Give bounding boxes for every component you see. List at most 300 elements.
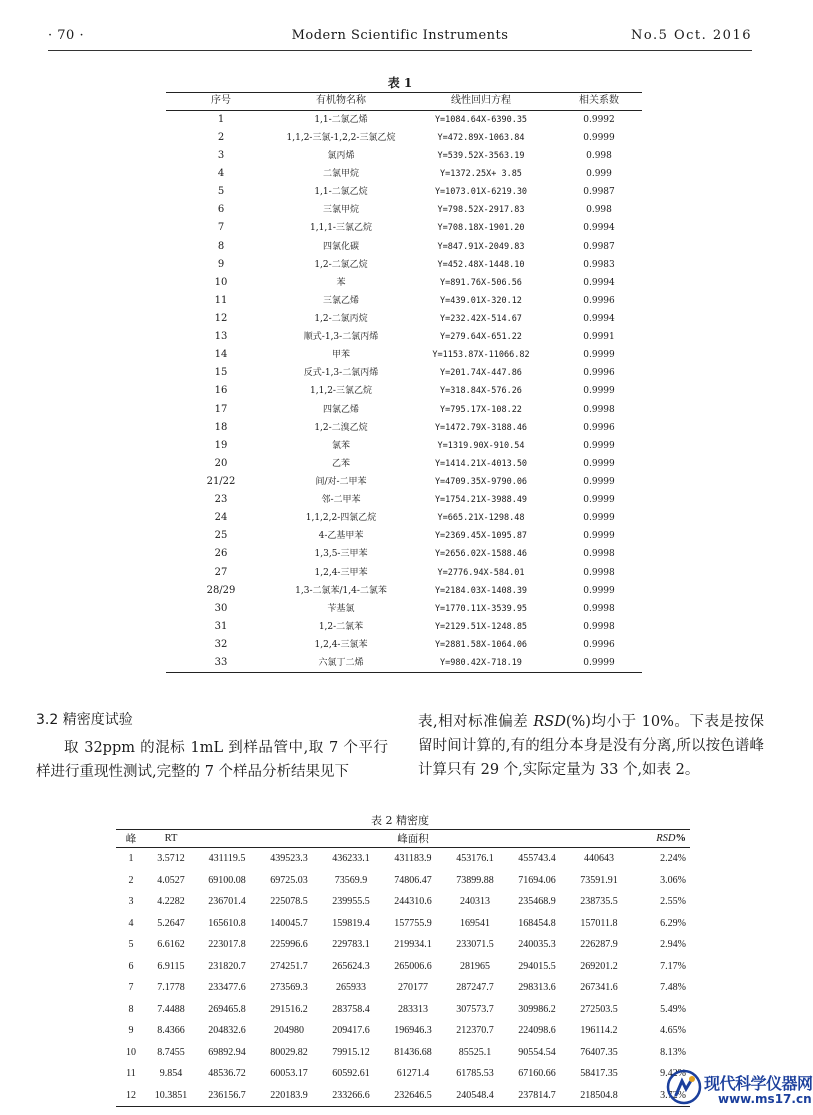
table1-row: [166, 636, 642, 654]
table2-cell-area: 219934.1: [394, 939, 432, 951]
watermark-url: www.ms17.cn: [718, 1092, 812, 1106]
table1-cell-equation: Y=798.52X-2917.83: [437, 205, 525, 216]
table2-cell-rt: 5.2647: [157, 917, 185, 929]
table1-cell-equation: Y=847.91X-2049.83: [437, 241, 525, 252]
table1-cell-r: 0.9994: [583, 223, 615, 234]
table2-cell-rsd: 8.13%: [660, 1046, 686, 1058]
table1-cell-equation: Y=1084.64X-6390.35: [434, 114, 528, 125]
table2-cell-rsd: 7.48%: [660, 982, 686, 994]
table2-cell-rsd: 4.65%: [660, 1025, 686, 1037]
instrument-logo-icon: [666, 1069, 702, 1105]
table1-row: [166, 202, 642, 220]
table1-cell-seq: 20: [214, 457, 228, 469]
table1-cell-r: 0.9994: [583, 314, 615, 324]
table1-cell-equation: Y=2129.51X-1248.85: [434, 621, 528, 632]
page-header: [48, 28, 752, 48]
table1-row: [166, 600, 642, 618]
table1-cell-name: 二氯甲烷: [322, 169, 359, 180]
table1-cell-name: 乙苯: [331, 458, 350, 469]
table1-cell-r: 0.9999: [583, 495, 615, 506]
table1-cell-name: 1,1-二氯乙烷: [314, 187, 368, 198]
table2-cell-area: 90554.54: [518, 1046, 556, 1058]
table1-cell-equation: Y=1073.01X-6219.30: [434, 187, 528, 198]
table2-cell-peak: 4: [128, 917, 134, 929]
table1-row: [166, 310, 642, 328]
table1-cell-r: 0.9999: [583, 386, 615, 397]
table2-cell-rt: 10.3851: [146, 1085, 196, 1107]
table2-cell-area: 233477.6: [208, 982, 246, 994]
table2-cell-area: 291516.2: [270, 1003, 308, 1015]
table1-cell-r: 0.9998: [583, 404, 615, 415]
table1-cell-name: 1,3,5-三甲苯: [314, 549, 368, 560]
table2-cell-area: 265933: [336, 982, 366, 994]
table1-cell-name: 1,1,2,2-四氯乙烷: [305, 513, 377, 524]
table1-cell-r: 0.9999: [583, 476, 615, 487]
table2-cell-area: 159819.4: [332, 917, 370, 929]
table1-header-name: 有机物名称: [276, 93, 406, 111]
table2-cell-area: 236156.7: [196, 1085, 258, 1107]
table1-row: [166, 401, 642, 419]
table1-cell-equation: Y=1372.25X+ 3.85: [440, 169, 522, 180]
table2-cell-area: 440643: [584, 853, 614, 865]
table1-cell-seq: 19: [214, 439, 228, 451]
table2-row: [116, 1063, 690, 1085]
table2-cell-rt: 8.7455: [157, 1046, 185, 1058]
table2-cell-area: 225996.6: [270, 939, 308, 951]
table2-row: [116, 913, 690, 935]
table1-cell-r: 0.9992: [583, 114, 615, 125]
table2-header-rsd-unit: %: [675, 833, 686, 844]
table2-cell-area: 218504.8: [568, 1085, 630, 1107]
table2-cell-area: 165610.8: [208, 917, 246, 929]
table2-cell-area: 283313: [398, 1003, 428, 1015]
table2-cell-area: 283758.4: [332, 1003, 370, 1015]
table2-cell-rsd: 2.55%: [660, 896, 686, 908]
table1-cell-name: 反式-1,3-二氯丙烯: [303, 368, 379, 379]
table2-cell-area: 240035.3: [518, 939, 556, 951]
table2-cell-rt: 8.4366: [157, 1025, 185, 1037]
table1-cell-name: 1,1,2-三氯乙烷: [310, 386, 372, 397]
table2-cell-peak: 2: [128, 874, 134, 886]
table2-cell-area: 239955.5: [332, 896, 370, 908]
table1-cell-r: 0.9998: [583, 603, 615, 614]
table1-cell-seq: 5: [217, 186, 225, 198]
table1-row: [166, 165, 642, 183]
table1-cell-r: 0.9991: [583, 332, 615, 343]
table2-cell-area: 58417.35: [580, 1068, 618, 1080]
table1-row: [166, 328, 642, 346]
table2-cell-area: 140045.7: [270, 917, 308, 929]
table1-cell-seq: 7: [217, 222, 225, 234]
table1-cell-seq: 28/29: [206, 584, 236, 596]
table2-cell-area: 273569.3: [270, 982, 308, 994]
table1-cell-r: 0.9999: [583, 440, 615, 451]
table1-cell-seq: 32: [214, 638, 228, 650]
table1-cell-equation: Y=452.48X-1448.10: [437, 259, 525, 270]
table2-cell-rt: 7.4488: [157, 1003, 185, 1015]
table2-cell-area: 431183.9: [394, 853, 432, 865]
table1-cell-equation: Y=2369.45X-1095.87: [434, 531, 528, 542]
table1-row: [166, 509, 642, 527]
table1-cell-equation: Y=1754.21X-3988.49: [434, 495, 528, 506]
table1-cell-equation: Y=2184.03X-1408.39: [434, 585, 528, 596]
table2-cell-area: 61271.4: [396, 1068, 430, 1080]
table1-cell-equation: Y=1472.79X-3188.46: [434, 422, 528, 433]
table2-cell-area: 298313.6: [518, 982, 556, 994]
table2-cell-area: 80029.82: [270, 1046, 308, 1058]
table2-header-rsd: [630, 830, 690, 848]
table1-cell-r: 0.9996: [583, 368, 615, 379]
table1-cell-r: 0.9983: [583, 259, 615, 270]
table1-cell-seq: 9: [217, 258, 225, 270]
table1-row: [166, 473, 642, 491]
table1-cell-name: 1,1-二氯乙烯: [314, 114, 368, 125]
table2-cell-peak: 1: [128, 853, 134, 865]
table2-cell-area: 73591.91: [580, 874, 618, 886]
table2-cell-area: 455743.4: [518, 853, 556, 865]
table1-cell-name: 4-乙基甲苯: [318, 531, 364, 542]
table2-cell-area: 79915.12: [332, 1046, 370, 1058]
table2-cell-area: 168454.8: [518, 917, 556, 929]
table2-title: 表 2 精密度: [371, 814, 429, 827]
table2-cell-area: 274251.7: [270, 960, 308, 972]
table1-cell-name: 三氯乙烯: [322, 295, 359, 306]
rsd-term: RSD: [533, 714, 566, 730]
table1-cell-r: 0.9996: [583, 639, 615, 650]
issue-info: No.5 Oct. 2016: [630, 28, 752, 43]
table2-row: [116, 1085, 690, 1107]
table2-cell-area: 439523.3: [270, 853, 308, 865]
table1-cell-seq: 6: [217, 204, 225, 216]
table1-cell-r: 0.9994: [583, 277, 615, 288]
table2-row: [116, 848, 690, 870]
table1-row: [166, 383, 642, 401]
table2-cell-area: 235468.9: [518, 896, 556, 908]
table1-cell-seq: 27: [214, 566, 228, 578]
table2-cell-area: 233266.6: [320, 1085, 382, 1107]
table2-header-row: [116, 830, 690, 848]
table1-cell-name: 1,2-二氯丙烷: [314, 314, 368, 324]
table2-cell-rt: 4.2282: [157, 896, 185, 908]
table1-cell-equation: Y=980.42X-718.19: [406, 654, 556, 673]
table2-cell-peak: 6: [128, 960, 134, 972]
table2-cell-rt: 3.5712: [157, 853, 185, 865]
table2-header-rsd-italic: RSD: [656, 833, 676, 844]
table2-cell-peak: 5: [128, 939, 134, 951]
table2-cell-area: 48536.72: [208, 1068, 246, 1080]
table1-cell-r: 0.9998: [583, 621, 615, 632]
table1-cell-r: 0.9998: [583, 567, 615, 578]
table2-cell-area: 81436.68: [394, 1046, 432, 1058]
table1-cell-name: 1,2-二氯苯: [318, 621, 364, 632]
table1-row: [166, 292, 642, 310]
table1-cell-equation: Y=539.52X-3563.19: [437, 151, 525, 162]
table1-cell-r: 0.9999: [583, 531, 615, 542]
table1-cell-seq: 21/22: [206, 475, 236, 487]
table1-cell-equation: Y=279.64X-651.22: [440, 332, 522, 343]
table2-row: [116, 891, 690, 913]
table1-cell-name: 顺式-1,3-二氯丙烯: [303, 332, 379, 343]
table1-cell-equation: Y=1414.21X-4013.50: [434, 458, 528, 469]
table2-cell-area: 231820.7: [208, 960, 246, 972]
table2-cell-rsd: 5.49%: [660, 1003, 686, 1015]
table1-row: [166, 111, 642, 130]
table2-cell-area: 267341.6: [580, 982, 618, 994]
table2-cell-area: 61785.53: [456, 1068, 494, 1080]
table1-row: [166, 346, 642, 364]
table1-cell-seq: 8: [217, 240, 225, 252]
table2-cell-peak: 9: [128, 1025, 134, 1037]
table1-cell-seq: 31: [214, 620, 228, 632]
table2-cell-peak: 8: [128, 1003, 134, 1015]
table1-cell-seq: 13: [214, 331, 228, 343]
table2-cell-area: 269465.8: [208, 1003, 246, 1015]
table2-header-area: 峰面积: [196, 830, 630, 848]
table1-cell-equation: Y=891.76X-506.56: [440, 277, 522, 288]
table1-cell-name: 间/对-二甲苯: [315, 476, 367, 487]
table1-cell-seq: 24: [214, 512, 228, 524]
table1-cell-r: 0.9999: [583, 585, 615, 596]
table2-cell-area: 220183.9: [258, 1085, 320, 1107]
paragraph-right-pre: 表,相对标准偏差: [418, 714, 534, 730]
table1-row: [166, 256, 642, 274]
table1-cell-equation: Y=4709.35X-9790.06: [434, 476, 528, 487]
table1-cell-seq: 2: [217, 131, 225, 143]
table1-cell-name: 1,3-二氯苯/1,4-二氯苯: [295, 585, 387, 596]
table1-cell-name: 氯苯: [331, 440, 350, 451]
table1-cell-equation: Y=2881.58X-1064.06: [434, 639, 528, 650]
table1-cell-name: 1,2,4-三甲苯: [314, 567, 368, 578]
table1-cell-equation: Y=1153.87X-11066.82: [432, 350, 530, 361]
table1-cell-r: 0.9999: [583, 513, 615, 524]
table1-cell-r: 0.9999: [583, 350, 615, 361]
table1-row: [166, 618, 642, 636]
table2-row: [116, 870, 690, 892]
table2-cell-rsd: 2.94%: [660, 939, 686, 951]
table1-cell-name: 苯: [336, 277, 346, 288]
table2-cell-area: 69892.94: [208, 1046, 246, 1058]
table1-cell-seq: 14: [214, 349, 228, 361]
table1-cell-name: 邻-二甲苯: [321, 495, 361, 506]
table1-cell-seq: 3: [217, 150, 225, 162]
table2-cell-area: 236701.4: [208, 896, 246, 908]
table1-cell-equation: Y=2656.02X-1588.46: [434, 549, 528, 560]
table1-cell-r: 0.9998: [583, 549, 615, 560]
table2-header-rt: RT: [146, 830, 196, 848]
table1-cell-name: 1,1,2-三氯-1,2,2-三氯乙烷: [286, 132, 396, 143]
table1-cell-equation: Y=2776.94X-584.01: [437, 567, 525, 578]
paragraph-left: 取 32ppm 的混标 1mL 到样品管中,取 7 个平行样进行重现性测试,完整的 7 个样品分析结果见下: [36, 740, 388, 780]
table1: [166, 92, 642, 673]
table1-cell-equation: Y=1319.90X-910.54: [437, 440, 525, 451]
table2-cell-area: 71694.06: [518, 874, 556, 886]
table2-cell-area: 309986.2: [518, 1003, 556, 1015]
table1-row: [166, 491, 642, 509]
table2: [116, 829, 690, 1107]
table1-cell-name: 1,2,4-三氯苯: [314, 639, 368, 650]
table1-row: [166, 220, 642, 238]
table2-cell-area: 240548.4: [444, 1085, 506, 1107]
table1-cell-equation: Y=708.18X-1901.20: [437, 223, 525, 234]
table1-cell-name: 三氯甲烷: [322, 205, 359, 216]
table2-row: [116, 1020, 690, 1042]
table1-cell-seq: 1: [217, 113, 225, 125]
table1-cell-r: 0.998: [586, 205, 612, 216]
table2-cell-area: 272503.5: [580, 1003, 618, 1015]
table2-cell-rsd: 9.42%: [660, 1068, 686, 1080]
table2-cell-area: 204980: [274, 1025, 304, 1037]
table1-cell-equation: Y=665.21X-1298.48: [437, 513, 525, 524]
table2-cell-area: 294015.5: [518, 960, 556, 972]
table1-cell-r: 0.9996: [583, 295, 615, 306]
paragraph-right-post: (%)均小于 10%。下表是按保留时间计算的,有的组分本身是没有分离,所以按色谱峰计算只有 29 个,实际定量为 33 个,如表 2。: [418, 714, 765, 778]
table1-title: 表 1: [387, 76, 413, 90]
table2-cell-area: 307573.7: [456, 1003, 494, 1015]
table1-cell-seq: 17: [214, 403, 228, 415]
table1-cell-r: 0.9987: [583, 187, 615, 198]
table2-cell-area: 157011.8: [580, 917, 618, 929]
table2-cell-area: 224098.6: [518, 1025, 556, 1037]
table2-cell-area: 233071.5: [456, 939, 494, 951]
table2-cell-area: 67160.66: [518, 1068, 556, 1080]
table2-cell-area: 244310.6: [394, 896, 432, 908]
table1-cell-seq: 18: [214, 421, 228, 433]
table2-cell-area: 431119.5: [208, 853, 246, 865]
table2-cell-area: 281965: [460, 960, 490, 972]
table1-cell-seq: 4: [217, 168, 225, 180]
table2-header-peak: 峰: [116, 830, 146, 848]
table1-cell-r: 0.9999: [583, 458, 615, 469]
table2-cell-area: 196114.2: [580, 1025, 618, 1037]
table1-cell-r: 0.999: [586, 169, 612, 180]
table2-cell-rsd: 3.72%: [630, 1085, 690, 1107]
table2-row: [116, 999, 690, 1021]
table1-cell-name: 氯丙烯: [327, 151, 355, 162]
table2-cell-peak: 10: [126, 1046, 136, 1058]
table2-cell-area: 73899.88: [456, 874, 494, 886]
table2-cell-peak: 12: [116, 1085, 146, 1107]
table2-row: [116, 956, 690, 978]
table2-cell-rsd: 6.29%: [660, 917, 686, 929]
table2-cell-area: 69100.08: [208, 874, 246, 886]
table1-row: [166, 365, 642, 383]
table2-cell-area: 232646.5: [382, 1085, 444, 1107]
table2-cell-rt: 9.854: [159, 1068, 183, 1080]
table1-row: [166, 546, 642, 564]
table1-cell-seq: 15: [214, 367, 228, 379]
table2-cell-area: 196946.3: [394, 1025, 432, 1037]
watermark: [664, 1065, 813, 1111]
paragraph-right: [418, 710, 764, 782]
table2-row: [116, 977, 690, 999]
table1-row: [166, 437, 642, 455]
table2-cell-area: 74806.47: [394, 874, 432, 886]
table2-cell-area: 209417.6: [332, 1025, 370, 1037]
table1-row: [166, 419, 642, 437]
table1-cell-r: 0.9987: [583, 241, 615, 252]
table2-cell-rt: 6.6162: [157, 939, 185, 951]
table1-cell-name: 六氯丁二烯: [276, 654, 406, 673]
table1-cell-seq: 11: [214, 294, 228, 306]
table2-cell-rsd: 3.06%: [660, 874, 686, 886]
table2-cell-area: 169541: [460, 917, 490, 929]
table1-row: [166, 238, 642, 256]
table2-cell-area: 60053.17: [270, 1068, 308, 1080]
table1-header-equation: 线性回归方程: [406, 93, 556, 111]
table2-cell-rt: 6.9115: [157, 960, 185, 972]
table1-row: [166, 564, 642, 582]
table2-cell-area: 238735.5: [580, 896, 618, 908]
table2-cell-area: 69725.03: [270, 874, 308, 886]
table1-row: [166, 147, 642, 165]
journal-title: Modern Scientific Instruments: [291, 28, 509, 43]
table2-cell-area: 157755.9: [394, 917, 432, 929]
table1-cell-name: 1,2-二溴乙烷: [314, 422, 368, 433]
table2-cell-area: 265624.3: [332, 960, 370, 972]
table1-cell-r: 0.9999: [583, 132, 615, 143]
table2-cell-area: 270177: [398, 982, 428, 994]
table2-row: [116, 934, 690, 956]
table1-cell-seq: 23: [214, 494, 228, 506]
table2-cell-peak: 7: [128, 982, 134, 994]
table1-cell-name: 1,1,1-三氯乙烷: [310, 223, 372, 234]
table1-row: [166, 455, 642, 473]
table1-header-row: [166, 93, 642, 111]
table2-cell-peak: 3: [128, 896, 134, 908]
table1-cell-equation: Y=1770.11X-3539.95: [434, 603, 528, 614]
table2-cell-area: 223017.8: [208, 939, 246, 951]
table2-cell-area: 76407.35: [580, 1046, 618, 1058]
table2-row: [116, 1042, 690, 1064]
table2-cell-area: 225078.5: [270, 896, 308, 908]
table2-cell-area: 60592.61: [332, 1068, 370, 1080]
table1-cell-seq: 12: [214, 313, 228, 324]
table2-cell-area: 226287.9: [580, 939, 618, 951]
table2-cell-area: 204832.6: [208, 1025, 246, 1037]
table1-header-seq: 序号: [166, 93, 276, 111]
watermark-site-name: 现代科学仪器网: [704, 1074, 813, 1093]
table2-cell-area: 269201.2: [580, 960, 618, 972]
table1-cell-seq: 10: [214, 276, 228, 288]
table2-cell-area: 287247.7: [456, 982, 494, 994]
table2-cell-area: 237814.7: [506, 1085, 568, 1107]
page-number: · 70 ·: [48, 28, 85, 43]
table1-row: [166, 654, 642, 673]
table2-cell-peak: 11: [126, 1068, 136, 1080]
table2-cell-area: 453176.1: [456, 853, 494, 865]
table2-cell-area: 85525.1: [458, 1046, 492, 1058]
table1-row: [166, 183, 642, 201]
table1-row: [166, 582, 642, 600]
table1-cell-seq: 25: [214, 530, 228, 542]
table1-row: [166, 274, 642, 292]
table2-cell-rsd: 7.17%: [660, 960, 686, 972]
table1-cell-r: 0.9996: [583, 422, 615, 433]
table1-cell-name: 四氯乙烯: [322, 404, 359, 415]
table1-cell-equation: Y=318.84X-576.26: [440, 386, 522, 397]
table1-cell-seq: 16: [214, 385, 228, 397]
table2-cell-area: 229783.1: [332, 939, 370, 951]
table1-cell-name: 甲苯: [331, 350, 350, 361]
table1-cell-seq: 30: [214, 602, 228, 614]
table1-cell-seq: 26: [214, 548, 228, 560]
header-divider: [48, 50, 752, 51]
table1-cell-equation: Y=472.89X-1063.84: [437, 132, 525, 143]
table2-cell-area: 240313: [460, 896, 490, 908]
table2-cell-area: 212370.7: [456, 1025, 494, 1037]
table2-cell-area: 436233.1: [332, 853, 370, 865]
table2-cell-rt: 4.0527: [157, 874, 185, 886]
